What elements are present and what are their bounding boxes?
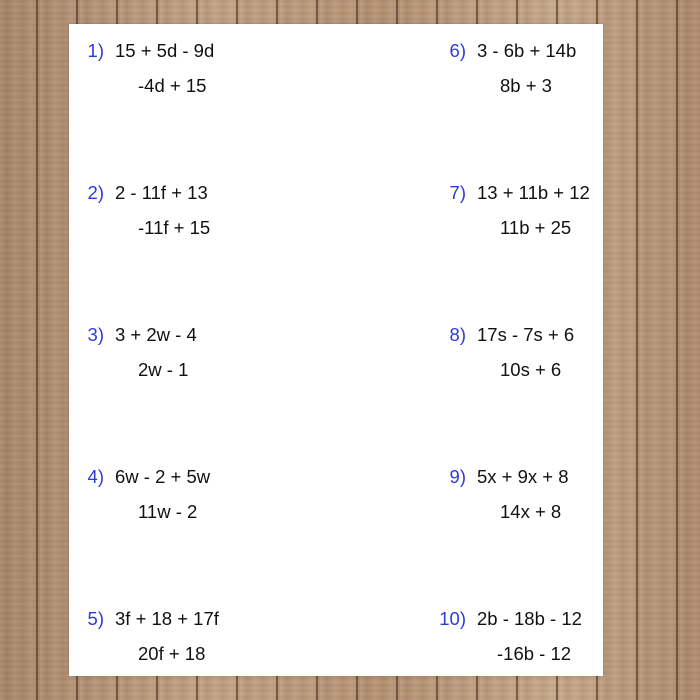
problem-answer: 8b + 3 [500, 75, 552, 96]
problem-number: 6) [449, 40, 466, 61]
problem-answer: 2w - 1 [138, 359, 189, 380]
problem-number: 5) [87, 608, 104, 629]
problem-expression: 5x + 9x + 8 [477, 466, 569, 487]
worksheet-page [69, 24, 603, 676]
problem-expression: 2 - 11f + 13 [115, 182, 208, 203]
problem-answer: 11w - 2 [138, 501, 198, 522]
problem-expression: 6w - 2 + 5w [115, 466, 211, 487]
problem-answer: -16b - 12 [497, 643, 572, 664]
problem-expression: 2b - 18b - 12 [477, 608, 582, 629]
problem-expression: 3f + 18 + 17f [115, 608, 219, 629]
problem-number: 10) [439, 608, 466, 629]
problem-answer: 10s + 6 [500, 359, 562, 380]
problem-expression: 3 - 6b + 14b [477, 40, 577, 61]
problem-answer: 11b + 25 [500, 217, 572, 238]
problem-expression: 15 + 5d - 9d [115, 40, 215, 61]
problem-number: 2) [87, 182, 104, 203]
problem-number: 7) [449, 182, 466, 203]
problem-answer: 14x + 8 [500, 501, 562, 522]
problem-number: 9) [449, 466, 466, 487]
problem-expression: 17s - 7s + 6 [477, 324, 575, 345]
problem-answer: -4d + 15 [138, 75, 207, 96]
problem-answer: 20f + 18 [138, 643, 206, 664]
problem-answer: -11f + 15 [138, 217, 211, 238]
problem-expression: 3 + 2w - 4 [115, 324, 197, 345]
problem-number: 4) [87, 466, 104, 487]
problem-expression: 13 + 11b + 12 [477, 182, 590, 203]
problem-number: 1) [87, 40, 104, 61]
problem-number: 8) [449, 324, 466, 345]
problem-number: 3) [87, 324, 104, 345]
